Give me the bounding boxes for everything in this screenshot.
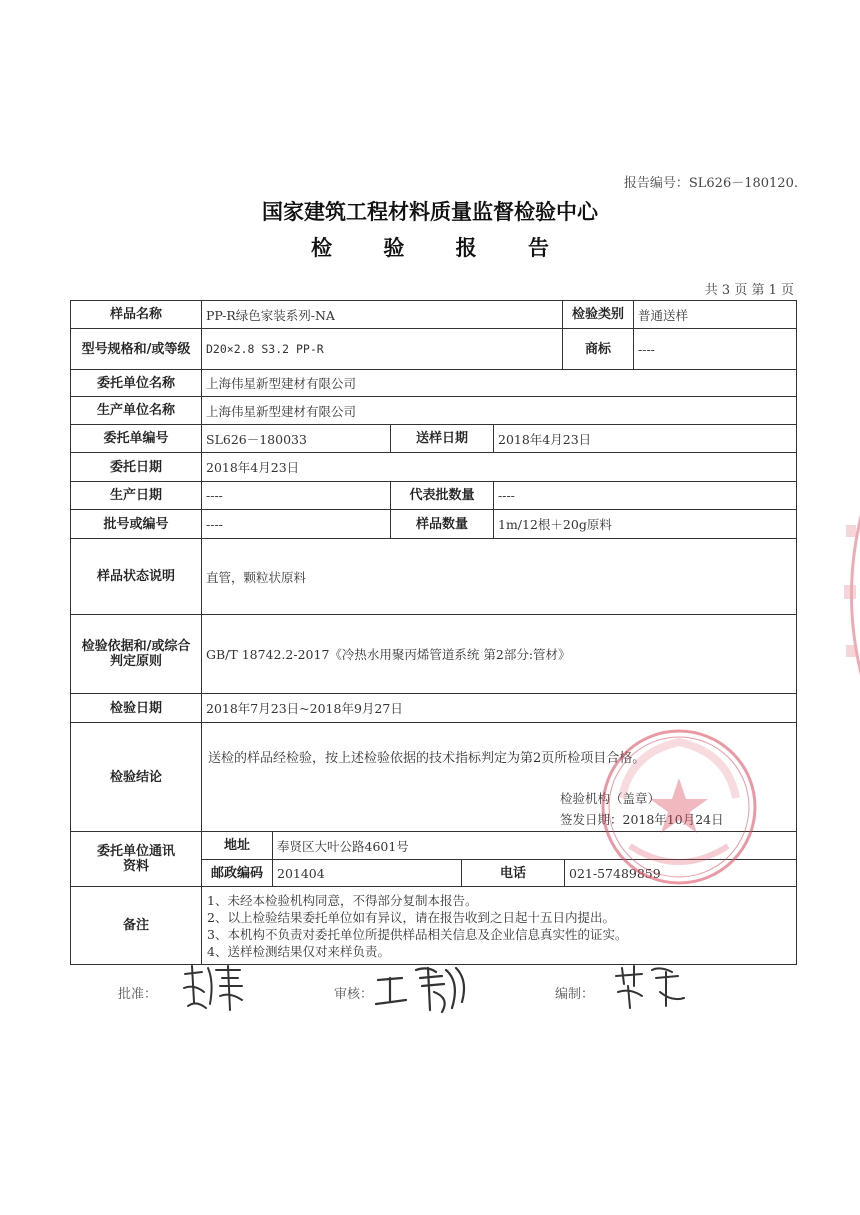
institution-name: 国家建筑工程材料质量监督检验中心 (262, 200, 598, 224)
conclusion-label: 检验结论 (70, 722, 202, 832)
delivery-date-label: 送样日期 (390, 424, 494, 453)
address-label: 地址 (201, 831, 273, 860)
conclusion-org: 检验机构（盖章） (560, 791, 661, 806)
sample-state-label: 样品状态说明 (70, 538, 202, 615)
inspection-type-value: 普通送样 (633, 300, 797, 329)
inspection-type-label: 检验类别 (562, 300, 634, 329)
remarks-label: 备注 (70, 886, 202, 965)
report-number: 报告编号：SL626－180120. (623, 176, 798, 191)
compile-label: 编制： (555, 987, 595, 1002)
official-seal (600, 728, 758, 886)
model-label: 型号规格和/或等级 (70, 328, 202, 370)
review-label: 审核： (334, 987, 374, 1002)
remark-item: 4、送样检测结果仅对来样负责。 (207, 943, 390, 959)
conclusion-date: 签发日期：2018年10月24日 (560, 812, 724, 827)
sample-qty-value: 1m/12根＋20g原料 (493, 509, 797, 539)
address-value: 奉贤区大叶公路4601号 (272, 831, 797, 860)
sample-state-value: 直管，颗粒状原料 (201, 538, 797, 615)
sample-qty-label: 样品数量 (390, 509, 494, 539)
page-count: 共 3 页 第 1 页 (704, 283, 794, 298)
production-date-label: 生产日期 (70, 481, 202, 510)
conclusion-text: 送检的样品经检验，按上述检验依据的技术指标判定为第2页所检项目合格。 (208, 751, 646, 766)
brand-label: 商标 (562, 328, 634, 370)
postcode-label: 邮政编码 (201, 859, 273, 887)
edge-seal (834, 505, 860, 685)
approver-signature (180, 962, 250, 1012)
batch-no-label: 批号或编号 (70, 509, 202, 539)
commission-date-value: 2018年4月23日 (201, 452, 797, 482)
reviewer-signature (372, 962, 472, 1017)
delivery-date-value: 2018年4月23日 (493, 424, 797, 453)
report-title: 检 验 报 告 (311, 236, 571, 260)
commission-date-label: 委托日期 (70, 452, 202, 482)
commission-no-value: SL626－180033 (201, 424, 391, 453)
phone-value: 021-57489859 (564, 859, 797, 887)
inspection-date-label: 检验日期 (70, 693, 202, 723)
approve-label: 批准： (118, 987, 158, 1002)
phone-label: 电话 (461, 859, 565, 887)
remark-item: 2、以上检验结果委托单位如有异议，请在报告收到之日起十五日内提出。 (207, 909, 615, 925)
sample-name-label: 样品名称 (70, 300, 202, 329)
brand-value: ---- (633, 328, 797, 370)
client-value: 上海伟星新型建材有限公司 (201, 369, 797, 397)
sample-name-value: PP-R绿色家装系列-NA (201, 300, 563, 329)
commission-no-label: 委托单编号 (70, 424, 202, 453)
remark-item: 3、本机构不负责对委托单位所提供样品相关信息及企业信息真实性的证实。 (207, 926, 628, 942)
batch-qty-label: 代表批数量 (390, 481, 494, 510)
compiler-signature (612, 962, 692, 1012)
producer-value: 上海伟星新型建材有限公司 (201, 396, 797, 425)
basis-label: 检验依据和/或综合判定原则 (70, 614, 202, 694)
remark-item: 1、未经本检验机构同意，不得部分复制本报告。 (207, 892, 478, 908)
contact-label: 委托单位通讯资料 (70, 831, 202, 887)
production-date-value: ---- (201, 481, 391, 510)
batch-no-value: ---- (201, 509, 391, 539)
model-value: D20×2.8 S3.2 PP-R (201, 328, 563, 370)
remarks-list (201, 886, 797, 965)
inspection-date-value: 2018年7月23日~2018年9月27日 (201, 693, 797, 723)
basis-value: GB/T 18742.2-2017《冷热水用聚丙烯管道系统 第2部分:管材》 (201, 614, 797, 694)
client-label: 委托单位名称 (70, 369, 202, 397)
batch-qty-value: ---- (493, 481, 797, 510)
postcode-value: 201404 (272, 859, 462, 887)
producer-label: 生产单位名称 (70, 396, 202, 425)
